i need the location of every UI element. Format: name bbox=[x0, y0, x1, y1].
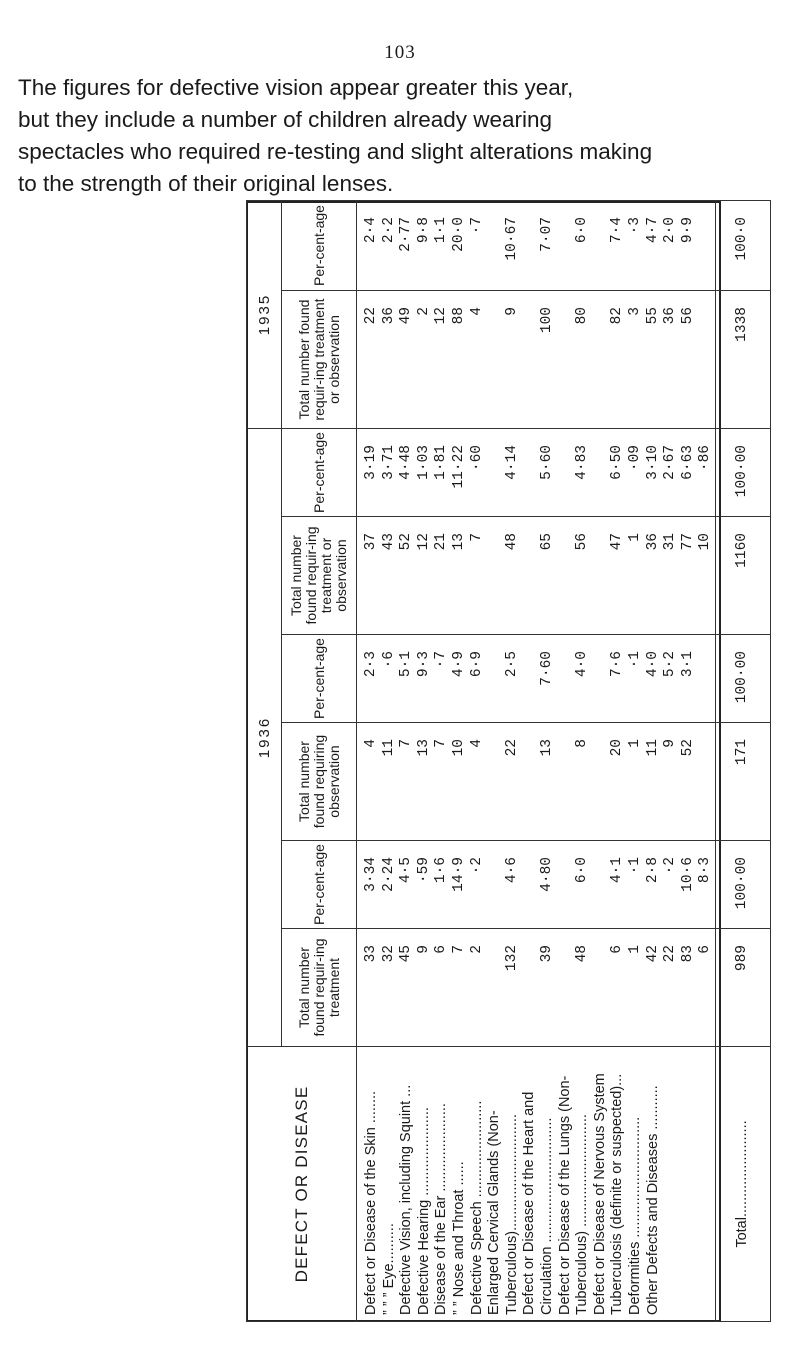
paragraph-line: spectacles who required re-testing and slight alterations making bbox=[18, 139, 653, 164]
table-cell bbox=[521, 533, 539, 634]
table-cell: 21 bbox=[433, 533, 450, 551]
table-cell: 42 bbox=[644, 945, 661, 963]
paragraph-line: but they include a number of children already wearing bbox=[18, 107, 553, 132]
table-cell: 83 bbox=[679, 945, 696, 963]
table-cell bbox=[557, 651, 575, 722]
table-cell: 132 bbox=[503, 945, 520, 972]
table-cell: 2·67 bbox=[662, 445, 679, 480]
table-cell bbox=[557, 739, 575, 840]
column-header: Per-cent-age bbox=[282, 201, 357, 291]
table-cell bbox=[592, 857, 610, 928]
table-cell: 36 bbox=[662, 307, 679, 325]
table-cell: 39 bbox=[538, 945, 555, 963]
table-cell: 77 bbox=[679, 533, 696, 551]
table-cell: 14·9 bbox=[450, 857, 467, 892]
table-cell: 10 bbox=[450, 739, 467, 757]
table-cell: 1 bbox=[626, 945, 643, 954]
table-cell: 3·1 bbox=[679, 651, 696, 678]
table-cell: 2 bbox=[468, 945, 485, 954]
table-cell: 7 bbox=[450, 945, 467, 954]
table-cell bbox=[592, 533, 610, 634]
table-cell: 33 bbox=[363, 945, 379, 963]
column-header: Per-cent-age bbox=[282, 841, 357, 929]
table-cell: 13 bbox=[450, 533, 467, 551]
total-value: 100·0 bbox=[715, 201, 770, 291]
row-label: Defective Speech ........................ bbox=[468, 1100, 485, 1315]
table-cell: 6·9 bbox=[468, 651, 485, 678]
row-label: Tuberculosis (definite or suspected)... bbox=[609, 1073, 626, 1315]
table-cell: 1·03 bbox=[415, 445, 432, 480]
table-cell bbox=[521, 445, 539, 516]
table-cell: 22 bbox=[503, 739, 520, 757]
table-cell: 80 bbox=[574, 307, 591, 325]
table-cell: 5·2 bbox=[662, 651, 679, 678]
table-cell: 6·63 bbox=[679, 445, 696, 480]
table-cell: 9·8 bbox=[415, 217, 432, 244]
table-cell: 100 bbox=[538, 307, 555, 334]
table-cell bbox=[486, 217, 504, 290]
data-column bbox=[357, 723, 716, 841]
table-cell: 3·71 bbox=[380, 445, 397, 480]
table-cell: 4·14 bbox=[503, 445, 520, 480]
data-column bbox=[357, 841, 716, 929]
table-cell: 36 bbox=[380, 307, 397, 325]
row-label: Defect or Disease of the Heart and bbox=[521, 1091, 538, 1315]
table-cell bbox=[557, 945, 575, 1046]
table-cell: 55 bbox=[644, 307, 661, 325]
defects-table bbox=[246, 200, 771, 1322]
table-cell: 52 bbox=[398, 533, 415, 551]
table-cell: 43 bbox=[380, 533, 397, 551]
table-cell bbox=[486, 651, 504, 722]
table-cell bbox=[521, 857, 539, 928]
table-cell: 9 bbox=[415, 945, 432, 954]
table-cell: ·59 bbox=[415, 857, 432, 884]
row-label: Defect or Disease of Nervous System bbox=[591, 1073, 608, 1315]
table-cell bbox=[592, 945, 610, 1046]
table-cell: 2·5 bbox=[503, 651, 520, 678]
table-cell: 6·0 bbox=[574, 217, 591, 244]
row-label: Deformities .............................. bbox=[626, 1116, 643, 1315]
column-header: Per-cent-age bbox=[282, 635, 357, 723]
total-value: 100·00 bbox=[715, 635, 770, 723]
table-cell: 4 bbox=[363, 739, 379, 748]
intro-paragraph bbox=[18, 72, 798, 200]
column-header: Per-cent-age bbox=[282, 429, 357, 517]
total-label: Total........................ bbox=[715, 1047, 770, 1322]
table-cell: 10·67 bbox=[503, 217, 520, 261]
table-cell: 8 bbox=[574, 739, 591, 748]
total-value: 171 bbox=[715, 723, 770, 841]
table-cell bbox=[486, 533, 504, 634]
row-label: Defective Vision, including Squint ... bbox=[398, 1084, 415, 1315]
table-cell: 6 bbox=[433, 945, 450, 954]
table-cell: ·7 bbox=[433, 651, 450, 669]
table-cell: 5·1 bbox=[398, 651, 415, 678]
table-cell: 56 bbox=[574, 533, 591, 551]
table-cell: 9 bbox=[503, 307, 520, 316]
corner-heading: DEFECT OR DISEASE bbox=[247, 1047, 357, 1322]
table-cell bbox=[486, 739, 504, 840]
table-cell: 4·7 bbox=[644, 217, 661, 244]
data-column bbox=[357, 429, 716, 517]
table-cell: 10·6 bbox=[679, 857, 696, 892]
table-cell: 2·77 bbox=[398, 217, 415, 252]
column-header: Total number found requiring observation bbox=[282, 723, 357, 841]
table-cell: 88 bbox=[450, 307, 467, 325]
table-cell bbox=[557, 445, 575, 516]
table-cell bbox=[521, 945, 539, 1046]
table-cell bbox=[592, 217, 610, 290]
table-cell bbox=[486, 945, 504, 1046]
table-cell: 5·60 bbox=[538, 445, 555, 480]
table-cell: 56 bbox=[679, 307, 696, 325]
table-cell: 49 bbox=[398, 307, 415, 325]
table-cell: 1 bbox=[626, 533, 643, 542]
table-cell: 8·3 bbox=[697, 857, 714, 884]
table-cell bbox=[592, 739, 610, 840]
defects-table-rotated bbox=[246, 201, 751, 1322]
table-cell: 11·22 bbox=[450, 445, 467, 489]
table-cell: 22 bbox=[363, 307, 379, 325]
table-cell: 48 bbox=[503, 533, 520, 551]
paragraph-line: The figures for defective vision appear greater this year, bbox=[18, 75, 574, 100]
table-cell: 2·24 bbox=[380, 857, 397, 892]
table-cell: 3·34 bbox=[363, 857, 379, 892]
table-cell bbox=[521, 651, 539, 722]
table-cell: ·2 bbox=[662, 857, 679, 875]
table-cell: ·6 bbox=[380, 651, 397, 669]
table-cell bbox=[486, 857, 504, 928]
row-label: ” ” Nose and Throat ...... bbox=[450, 1161, 467, 1315]
table-cell: 7 bbox=[468, 533, 485, 542]
table-cell: ·86 bbox=[697, 445, 714, 472]
table-cell: 6·0 bbox=[574, 857, 591, 884]
data-column bbox=[357, 201, 716, 291]
table-cell bbox=[486, 445, 504, 516]
table-cell: 1·81 bbox=[433, 445, 450, 480]
table-cell: 7·4 bbox=[609, 217, 626, 244]
row-labels bbox=[357, 1047, 716, 1322]
table-cell: 9·3 bbox=[415, 651, 432, 678]
table-cell: 13 bbox=[415, 739, 432, 757]
data-column bbox=[357, 929, 716, 1047]
table-cell: 7 bbox=[433, 739, 450, 748]
table-cell: 1·1 bbox=[433, 217, 450, 244]
page-number: 103 bbox=[384, 42, 416, 63]
table-cell: 6 bbox=[609, 945, 626, 954]
table-cell: ·60 bbox=[468, 445, 485, 472]
year-heading-1935: 1935 bbox=[247, 201, 282, 429]
year-heading-1936: 1936 bbox=[247, 429, 282, 1047]
table-cell: 2·0 bbox=[662, 217, 679, 244]
table-cell: 2·3 bbox=[363, 651, 379, 678]
total-value: 989 bbox=[715, 929, 770, 1047]
table-cell: 2·4 bbox=[363, 217, 379, 244]
table-cell: ·2 bbox=[468, 857, 485, 875]
table-cell: ·09 bbox=[626, 445, 643, 472]
table-cell: 3·19 bbox=[363, 445, 379, 480]
table-cell bbox=[592, 445, 610, 516]
row-label: Circulation ............................... bbox=[538, 1117, 555, 1315]
table-cell: 36 bbox=[644, 533, 661, 551]
table-cell: 65 bbox=[538, 533, 555, 551]
table-cell bbox=[521, 739, 539, 840]
table-cell: 82 bbox=[609, 307, 626, 325]
data-column bbox=[357, 635, 716, 723]
total-value: 1338 bbox=[715, 291, 770, 429]
row-label: Other Defects and Diseases ........... bbox=[644, 1085, 661, 1315]
table-cell: 47 bbox=[609, 533, 626, 551]
column-header: Total number found requir-ing treatment or observation bbox=[282, 517, 357, 635]
table-cell: 6·50 bbox=[609, 445, 626, 480]
table-cell: 6 bbox=[697, 945, 714, 954]
table-cell: 12 bbox=[433, 307, 450, 325]
table-cell: 48 bbox=[574, 945, 591, 963]
total-value: 100·00 bbox=[715, 429, 770, 517]
table-cell: 4·80 bbox=[538, 857, 555, 892]
table-cell: 7 bbox=[398, 739, 415, 748]
paragraph-line: to the strength of their original lenses. bbox=[18, 171, 394, 196]
table-cell bbox=[557, 217, 575, 290]
row-label: Defect or Disease of the Lungs (Non- bbox=[556, 1075, 573, 1315]
table-cell bbox=[486, 307, 504, 428]
table-cell: 2·8 bbox=[644, 857, 661, 884]
row-label: Tuberculous) ............................ bbox=[574, 1114, 591, 1315]
table-cell: 2 bbox=[415, 307, 432, 316]
table-cell: 4·5 bbox=[398, 857, 415, 884]
table-cell: ·3 bbox=[626, 217, 643, 235]
table-cell: 4·6 bbox=[503, 857, 520, 884]
table-cell: 7·60 bbox=[538, 651, 555, 686]
table-cell: 32 bbox=[380, 945, 397, 963]
table-cell: 12 bbox=[415, 533, 432, 551]
row-label: Enlarged Cervical Glands (Non- bbox=[486, 1110, 503, 1315]
table-cell bbox=[521, 307, 539, 428]
table-cell: 11 bbox=[644, 739, 661, 757]
row-label: Defective Hearing ...................... bbox=[415, 1107, 432, 1315]
table-cell: 4·0 bbox=[574, 651, 591, 678]
table-cell: 9 bbox=[662, 739, 679, 748]
table-cell: 52 bbox=[679, 739, 696, 757]
table-cell: 22 bbox=[662, 945, 679, 963]
row-label: Tuberculous)............................. bbox=[503, 1114, 520, 1315]
table-cell: 13 bbox=[538, 739, 555, 757]
table-cell: 11 bbox=[380, 739, 397, 757]
table-cell: 3·10 bbox=[644, 445, 661, 480]
table-cell: 4·1 bbox=[609, 857, 626, 884]
table-cell: 3 bbox=[626, 307, 643, 316]
table-cell: 37 bbox=[363, 533, 379, 551]
table-cell: 7·07 bbox=[538, 217, 555, 252]
table-cell: 20 bbox=[609, 739, 626, 757]
table-cell: 31 bbox=[662, 533, 679, 551]
table-cell bbox=[521, 217, 539, 290]
table-cell: 2·2 bbox=[380, 217, 397, 244]
table-cell: 10 bbox=[697, 533, 714, 551]
row-label: Disease of the Ear ...................... bbox=[433, 1103, 450, 1315]
table-cell bbox=[557, 533, 575, 634]
table-cell bbox=[592, 651, 610, 722]
table-cell: 4·48 bbox=[398, 445, 415, 480]
table-cell: ·7 bbox=[468, 217, 485, 235]
row-label: Defect or Disease of the Skin ........ bbox=[363, 1090, 379, 1315]
table-cell: 1 bbox=[626, 739, 643, 748]
table-cell: 4 bbox=[468, 307, 485, 316]
table-cell: 7·6 bbox=[609, 651, 626, 678]
table-cell: ·1 bbox=[626, 857, 643, 875]
data-column bbox=[357, 517, 716, 635]
table-cell bbox=[557, 857, 575, 928]
table-cell: ·1 bbox=[626, 651, 643, 669]
table-cell: 4 bbox=[468, 739, 485, 748]
table-cell: 4·9 bbox=[450, 651, 467, 678]
total-value: 100·00 bbox=[715, 841, 770, 929]
table-cell: 1·6 bbox=[433, 857, 450, 884]
table-cell: 45 bbox=[398, 945, 415, 963]
column-header: Total number found requir-ing treatment or observation bbox=[282, 291, 357, 429]
column-header: Total number found requir-ing treatment bbox=[282, 929, 357, 1047]
table-cell bbox=[592, 307, 610, 428]
table-cell: 9·9 bbox=[679, 217, 696, 244]
table-cell bbox=[557, 307, 575, 428]
row-label: ” ” ” Eye.......... bbox=[380, 1223, 397, 1315]
table-cell: 20·0 bbox=[450, 217, 467, 252]
table-cell: 4·83 bbox=[574, 445, 591, 480]
data-column bbox=[357, 291, 716, 429]
total-value: 1160 bbox=[715, 517, 770, 635]
table-cell: 4·0 bbox=[644, 651, 661, 678]
